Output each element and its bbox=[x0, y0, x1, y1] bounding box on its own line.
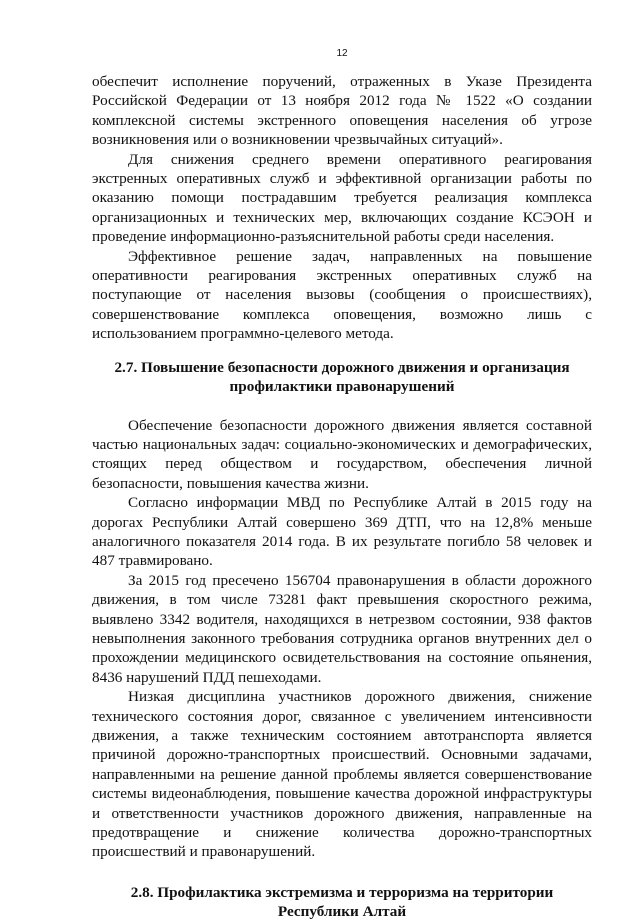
section-heading-2-7: 2.7. Повышение безопасности дорожного движения и организация профилактики правонарушений bbox=[114, 358, 570, 396]
paragraph: За 2015 год пресечено 156704 правонарушения в области дорожного движения, в том числе 73281 факт превышения скоростного режима, выявлено 3342 водителя, находящихся в нетрезвом состоянии, 938 фактов невыполнения законного требования сотрудника органов внутренних дел о прохождении медицинского освидетельствования на состояние опьянения, 8436 нарушений ПДД пешеходами. bbox=[92, 571, 592, 686]
paragraph: Согласно информации МВД по Республике Алтай в 2015 году на дорогах Республики Алтай совершено 369 ДТП, что на 12,8% меньше аналогичного показателя 2014 года. В их результате погибло 58 человек и 487 травмировано. bbox=[92, 494, 592, 570]
paragraph-continuation: обеспечит исполнение поручений, отраженных в Указе Президента Российской Федерации от 13 ноября 2012 года № 1522 «О создании комплексной системы экстренного оповещения населения об угрозе возникновения или о возникновении чрезвычайных ситуаций». bbox=[92, 73, 592, 149]
section-heading-2-8: 2.8. Профилактика экстремизма и терроризма на территории Республики Алтай bbox=[130, 883, 554, 921]
paragraph: Низкая дисциплина участников дорожного движения, снижение технического состояния дорог, связанное с увеличением интенсивности движения, а также техническим состоянием автотранспорта является причиной дорожно-транспортных происшествий. Основными задачами, направленными на решение данной проблемы является совершенствование системы видеонаблюдения, повышение качества дорожной инфраструктуры и ответственности участников дорожного движения, направленные на предотвращение и снижение количества дорожно-транспортных происшествий и правонарушений. bbox=[92, 688, 592, 861]
paragraph: Для снижения среднего времени оперативного реагирования экстренных оперативных служб и эффективной организации работы по оказанию помощи пострадавшим требуется реализация комплекса организационных и технических мер, включающих создание КСЭОН и проведение информационно-разъяснительной работы среди населения. bbox=[92, 150, 592, 246]
page-number: 12 bbox=[336, 48, 348, 59]
paragraph: Обеспечение безопасности дорожного движения является составной частью национальных задач: социально-экономических и демографических, стоящих перед обществом и государством, обеспечения личной безопасности, повышения качества жизни. bbox=[92, 416, 592, 492]
document-body bbox=[92, 72, 592, 922]
paragraph: Эффективное решение задач, направленных на повышение оперативности реагирования экстренных оперативных служб на поступающие от населения вызовы (сообщения о происшествиях), совершенствование комплекса оповещения, возможно лишь с использованием программно-целевого метода. bbox=[92, 247, 592, 343]
